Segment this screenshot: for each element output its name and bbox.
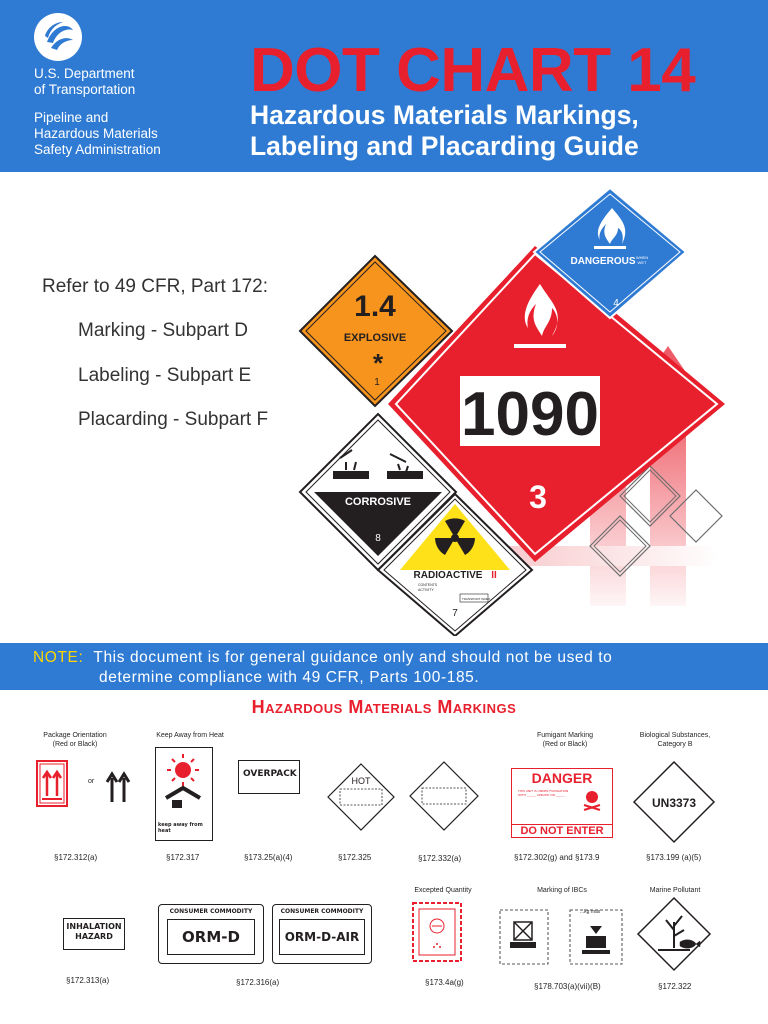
orm-d-consumer-commodity: CONSUMER COMMODITY xyxy=(169,908,253,915)
ref-hot: §172.325 xyxy=(338,853,372,862)
refer-item-labeling: Labeling - Subpart E xyxy=(78,365,252,386)
ref-keep-away: §172.317 xyxy=(166,853,200,862)
inhalation-line-1: INHALATION xyxy=(66,922,122,931)
ref-marine-pollutant: §172.322 xyxy=(658,982,692,991)
overpack-label: OVERPACK xyxy=(243,769,297,779)
caption-line: (Red or Black) xyxy=(542,741,588,748)
refer-item-placarding: Placarding - Subpart F xyxy=(78,409,269,430)
orm-d-air-mark xyxy=(272,904,372,964)
ref-excepted-quantity: §173.4a(g) xyxy=(425,978,464,987)
un3373-diamond-mark xyxy=(632,760,716,844)
corrosive-class: 8 xyxy=(375,533,381,544)
contents-text: CONTENTS xyxy=(418,583,438,587)
ref-biological: §173.199 (a)(5) xyxy=(646,853,702,862)
ref-id-diamond: §172.332(a) xyxy=(418,854,462,863)
orm-d-air-consumer-commodity: CONSUMER COMMODITY xyxy=(280,908,364,915)
caption-line: Category B xyxy=(657,741,693,748)
package-orientation-arrows-icon xyxy=(36,760,136,810)
sun-umbrella-icon xyxy=(156,748,211,818)
subtitle-line-2: Labeling and Placarding Guide xyxy=(250,131,639,161)
hot-label: HOT xyxy=(351,776,371,786)
fumigant-do-not-enter: DO NOT ENTER xyxy=(512,824,612,837)
agency-line-2: of Transportation xyxy=(34,82,136,97)
orm-d-air-label: ORM-D-AIR xyxy=(279,919,365,955)
ref-fumigant: §172.302(g) and §173.9 xyxy=(514,853,600,862)
ibc-kg-max: ...kg max xyxy=(580,909,601,915)
hot-mark-diamond xyxy=(326,762,396,832)
flammable-class: 3 xyxy=(529,479,547,515)
marine-pollutant-caption: Marine Pollutant xyxy=(649,887,701,894)
ref-inhalation: §172.313(a) xyxy=(66,976,110,985)
chart-subtitle xyxy=(250,100,639,162)
keep-away-inner-text: keep away from heat xyxy=(158,822,203,834)
inhalation-hazard-mark xyxy=(63,918,125,950)
wet-text: WET xyxy=(637,260,647,265)
caption-line: Package Orientation xyxy=(43,732,107,739)
ibc-marking-icons xyxy=(496,904,626,968)
excepted-quantity-caption: Excepted Quantity xyxy=(414,887,472,894)
radioactive-class: 7 xyxy=(452,608,458,619)
fumigant-caption xyxy=(510,731,620,749)
placard-collage xyxy=(290,186,768,636)
fumigant-danger-mark xyxy=(511,768,613,838)
dangerous-class: 4 xyxy=(613,298,619,309)
explosive-class: 1 xyxy=(374,377,380,388)
note-line-2: determine compliance with 49 CFR, Parts 100-185. xyxy=(99,669,480,686)
chart-title: DOT CHART 14 xyxy=(250,36,696,105)
dot-logo-icon xyxy=(33,12,83,62)
note-line-1: This document is for general guidance only and should not be used to xyxy=(93,649,613,666)
un3373-label: UN3373 xyxy=(651,796,697,810)
explosive-label: EXPLOSIVE xyxy=(343,332,407,344)
sub-agency-line-3: Safety Administration xyxy=(34,142,161,157)
subtitle-line-1: Hazardous Materials Markings, xyxy=(250,100,639,130)
header-banner xyxy=(0,0,768,172)
fumigant-small-text: THIS UNIT IS UNDER FUMIGATION WITH ______ APPLIED ON ______ xyxy=(518,789,569,797)
sub-agency-line-2: Hazardous Materials xyxy=(34,126,158,141)
inhalation-line-2: HAZARD xyxy=(75,932,113,941)
radioactive-label: RADIOACTIVE xyxy=(413,570,483,581)
inhalation-label xyxy=(64,922,124,942)
refer-heading: Refer to 49 CFR, Part 172: xyxy=(42,276,268,297)
biological-caption xyxy=(620,731,730,749)
note-banner xyxy=(0,643,768,690)
activity-text: ACTIVITY xyxy=(418,588,434,592)
excepted-quantity-mark xyxy=(412,902,462,962)
corrosive-label: CORROSIVE xyxy=(344,496,412,508)
caption-line: Fumigant Marking xyxy=(536,732,594,739)
keep-away-from-heat-mark xyxy=(155,747,213,841)
explosive-division: 1.4 xyxy=(354,290,396,323)
or-text: or xyxy=(88,778,95,785)
keep-away-caption: Keep Away from Heat xyxy=(156,732,224,739)
id-number-diamond-mark xyxy=(408,760,480,832)
orm-d-label: ORM-D xyxy=(167,919,255,955)
ref-orm-d: §172.316(a) xyxy=(236,978,280,987)
ref-package-orientation: §172.312(a) xyxy=(54,853,98,862)
un-number: 1090 xyxy=(461,380,599,449)
caption-line: Biological Substances, xyxy=(639,732,711,739)
sub-agency-line-1: Pipeline and xyxy=(34,110,109,125)
ibc-caption: Marking of IBCs xyxy=(537,887,587,894)
package-orientation-caption xyxy=(30,731,120,749)
ref-ibc: §178.703(a)(vii)(B) xyxy=(534,982,601,991)
ref-overpack: §173.25(a)(4) xyxy=(244,853,293,862)
when-text: WHEN xyxy=(635,255,649,260)
agency-name xyxy=(34,66,161,158)
marine-pollutant-mark xyxy=(636,896,712,972)
markings-section-title xyxy=(0,697,768,718)
agency-line-1: U.S. Department xyxy=(34,66,135,81)
fumigant-danger-label: DANGER xyxy=(531,770,593,786)
refer-item-marking: Marking - Subpart D xyxy=(78,320,249,341)
dangerous-label: DANGEROUS xyxy=(570,256,636,267)
markings-title-text: Hazardous Materials Markings xyxy=(251,697,517,717)
overpack-mark xyxy=(238,760,300,794)
caption-line: (Red or Black) xyxy=(52,741,98,748)
transport-index-text: TRANSPORT INDEX xyxy=(462,597,491,601)
note-label: NOTE: xyxy=(33,649,84,666)
skull-crossbones-icon xyxy=(582,789,602,811)
radioactive-category: II xyxy=(491,570,497,581)
orm-d-mark xyxy=(158,904,264,964)
compatibility-star: * xyxy=(372,348,384,378)
